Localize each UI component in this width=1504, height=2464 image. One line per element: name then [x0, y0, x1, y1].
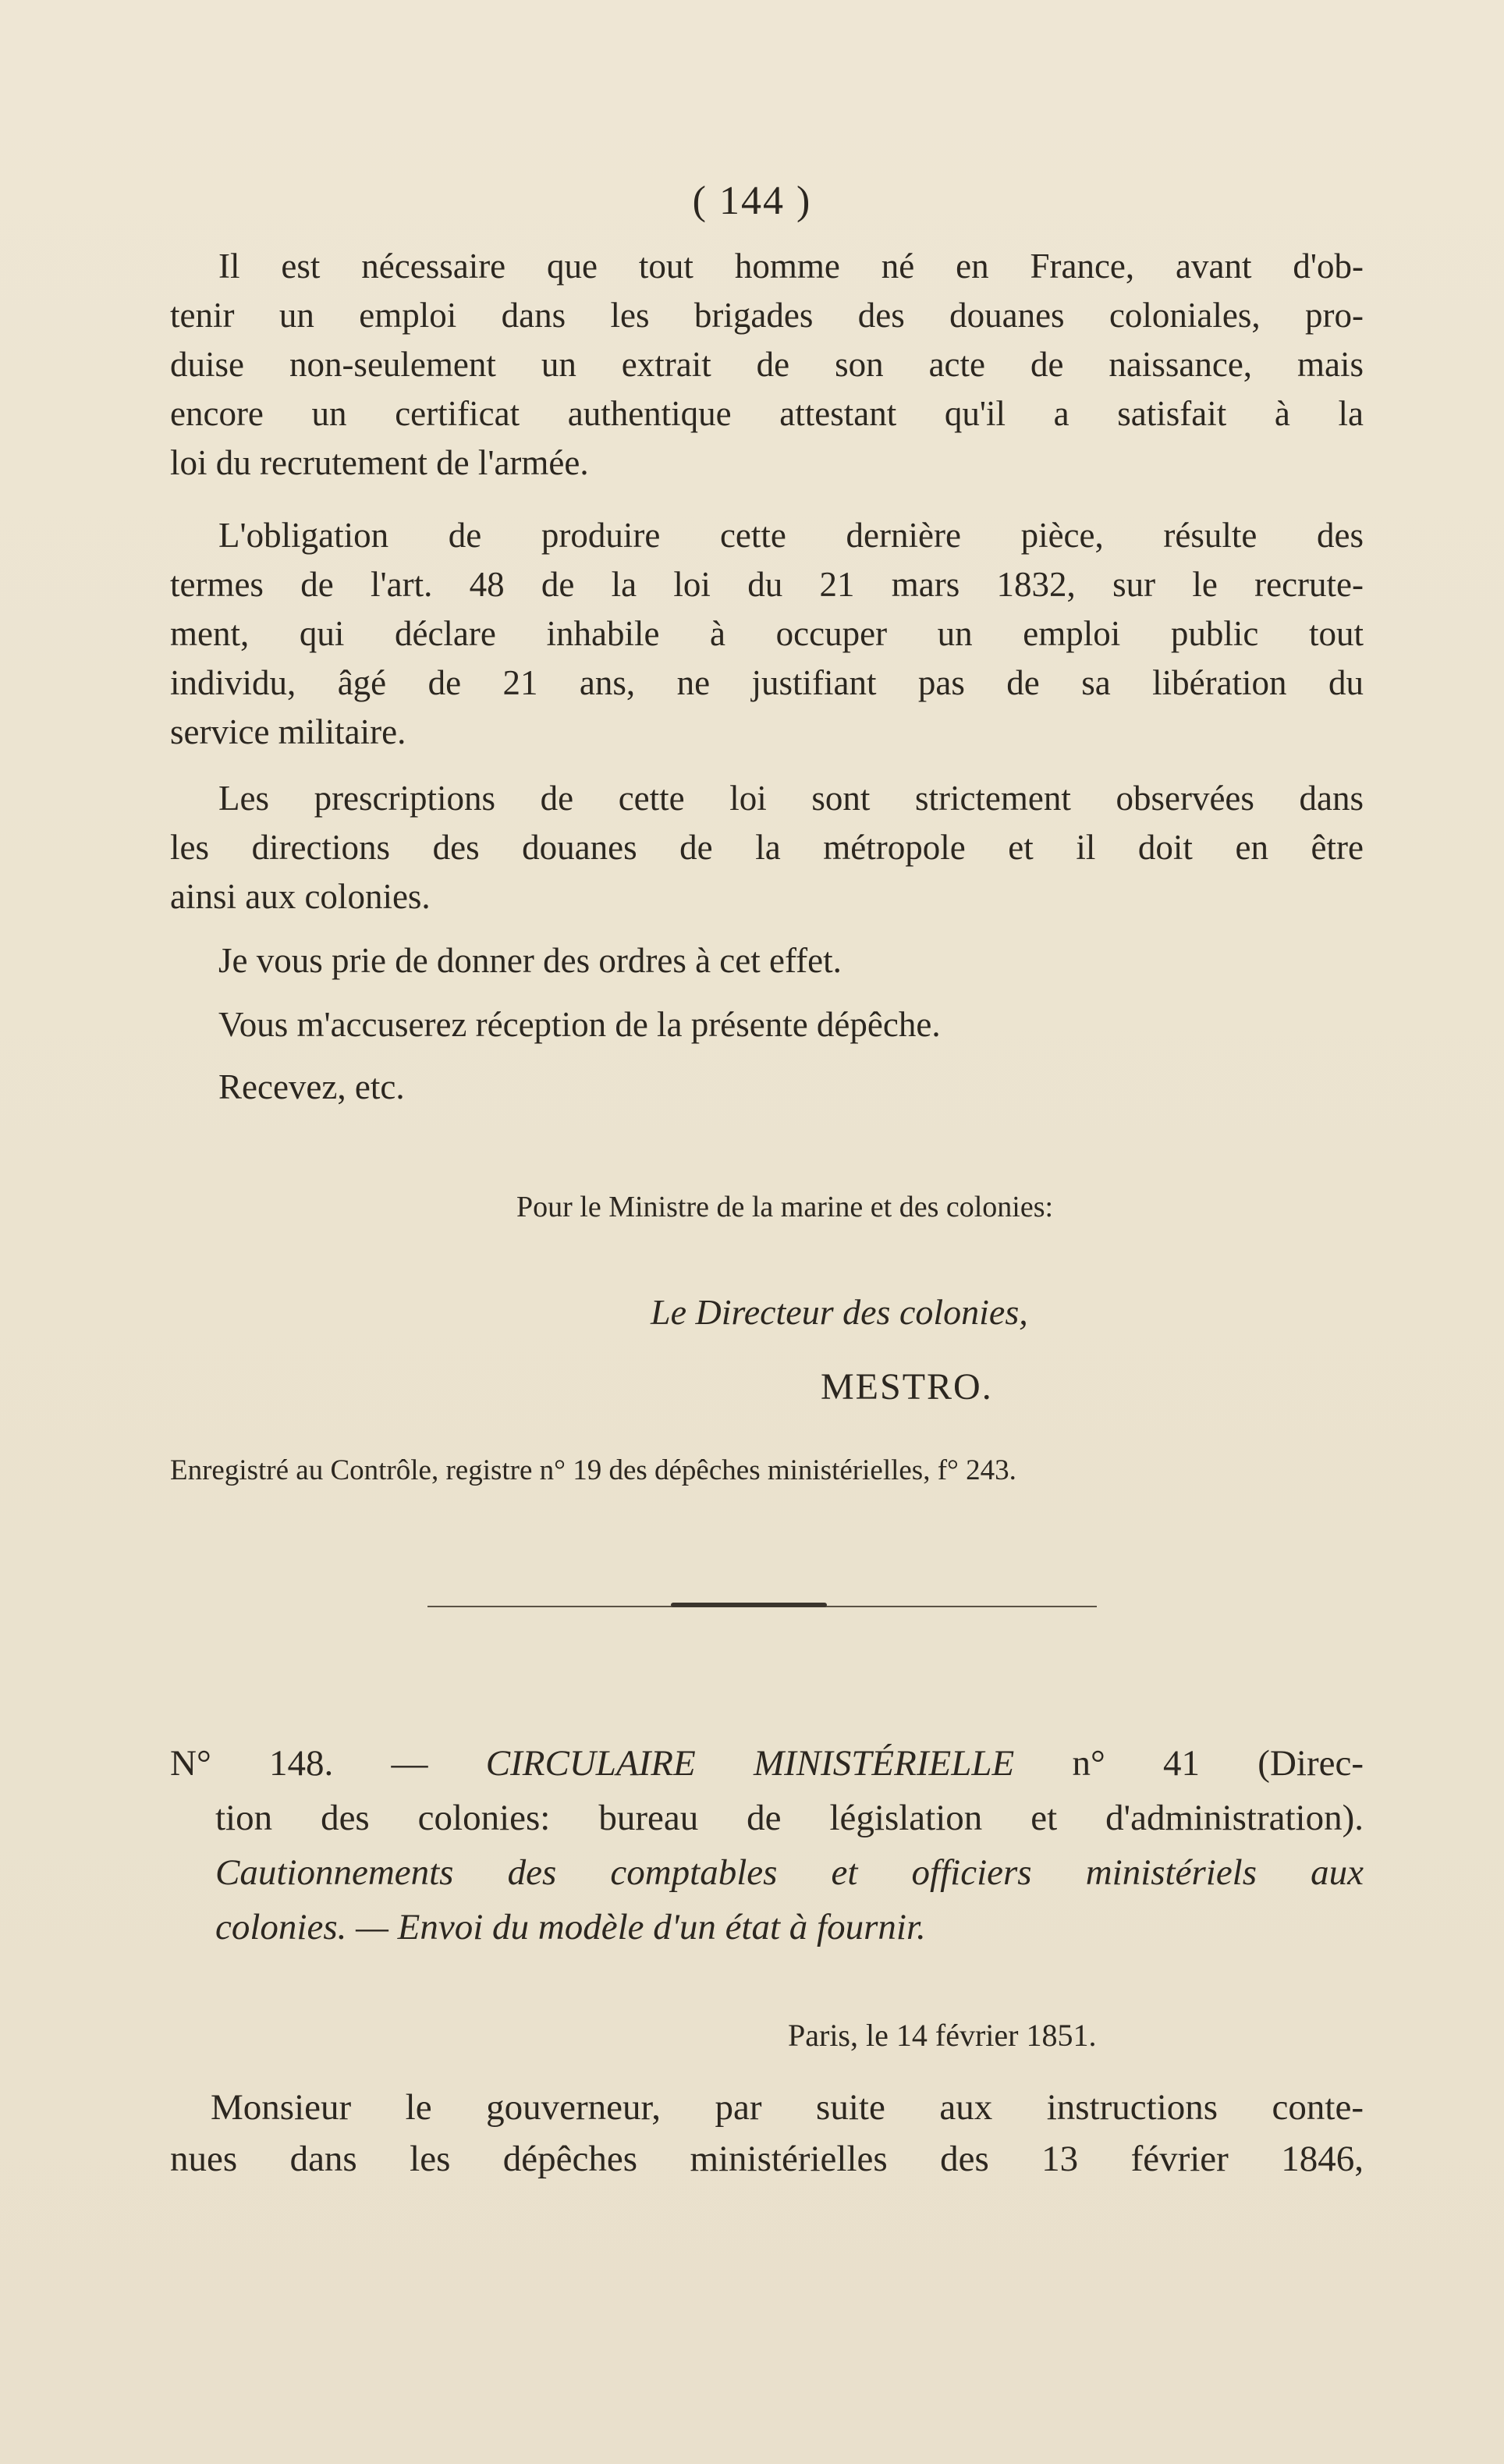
circular-heading [170, 1736, 1364, 1955]
circular-title: CIRCULAIRE MINISTÉRIELLE [485, 1743, 1015, 1784]
text-line: termes de l'art. 48 de la loi du 21 mars 1832, sur le recrute- [170, 565, 1364, 604]
text-line: tenir un emploi dans les brigades des douanes coloniales, pro- [170, 296, 1364, 335]
text-line: ment, qui déclare inhabile à occuper un emploi public tout [170, 614, 1364, 653]
closing-paragraph [170, 2082, 1364, 2185]
separator-ornament [671, 1603, 827, 1607]
text-line: nues dans les dépêches ministérielles des 13 février 1846, [170, 2139, 1364, 2179]
text-line: duise non-seulement un extrait de son acte de naissance, mais [170, 345, 1364, 384]
text-line: L'obligation de produire cette dernière pièce, résulte des [218, 516, 1364, 555]
text-line: Monsieur le gouverneur, par suite aux instructions conte- [211, 2087, 1364, 2128]
registration-line: Enregistré au Contrôle, registre n° 19 des dépêches ministérielles, f° 243. [170, 1454, 1016, 1486]
text-line: les directions des douanes de la métropole et il doit en être [170, 828, 1364, 867]
paragraph-3 [170, 774, 1364, 921]
heading-line-2: tion des colonies: bureau de législation et d'administration). [215, 1798, 1364, 1838]
for-minister-line: Pour le Ministre de la marine et des colonies: [516, 1191, 1054, 1223]
paragraph-1 [170, 242, 1364, 488]
heading-line-4: colonies. — Envoi du modèle d'un état à fournir. [215, 1907, 926, 1947]
text-line: ainsi aux colonies. [170, 877, 431, 916]
circular-number: N° 148. — [170, 1743, 486, 1784]
signatory-name: MESTRO. [821, 1366, 993, 1408]
text-line: loi du recrutement de l'armée. [170, 443, 589, 482]
heading-line-3: Cautionnements des comptables et officiers ministériels aux [215, 1852, 1364, 1893]
text-line: Il est nécessaire que tout homme né en France, avant d'ob- [218, 247, 1364, 286]
heading-line-1 [170, 1736, 1364, 1791]
date-line: Paris, le 14 février 1851. [788, 2018, 1097, 2053]
text-line: individu, âgé de 21 ans, ne justifiant pas de sa libération du [170, 663, 1364, 702]
text-line: Les prescriptions de cette loi sont strictement observées dans [218, 779, 1364, 818]
page-number: ( 144 ) [692, 179, 812, 223]
text-line: encore un certificat authentique attestant qu'il a satisfait à la [170, 394, 1364, 433]
receipt-line: Vous m'accuserez réception de la présente dépêche. [218, 1005, 941, 1044]
regards-line: Recevez, etc. [218, 1067, 405, 1106]
director-line: Le Directeur des colonies, [651, 1292, 1028, 1332]
paragraph-2 [170, 511, 1364, 757]
orders-line: Je vous prie de donner des ordres à cet effet. [218, 941, 842, 980]
text-line: service militaire. [170, 712, 406, 751]
circular-reference: n° 41 (Direc- [1014, 1743, 1364, 1784]
